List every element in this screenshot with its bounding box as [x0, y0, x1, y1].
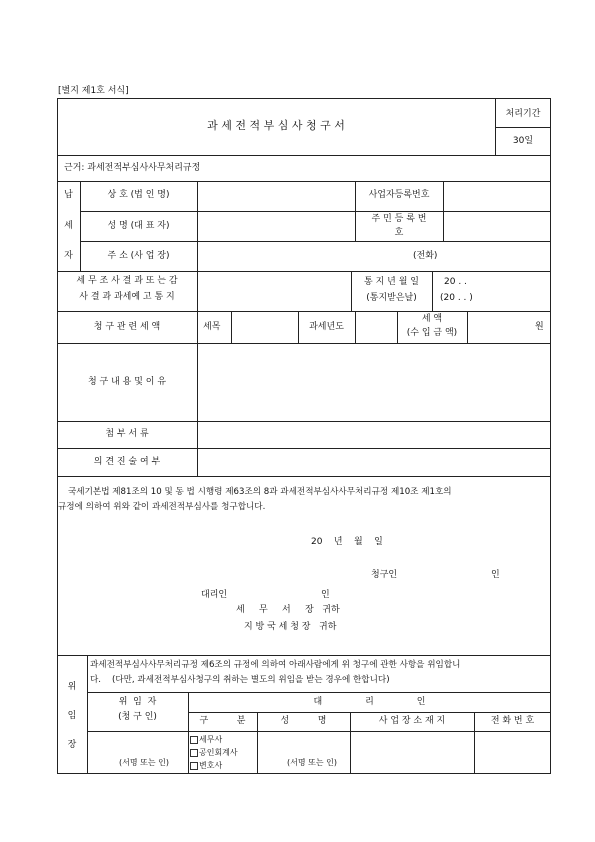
option-cpa[interactable]: 공인회계사: [190, 748, 238, 758]
delegation-side-label-3: 장: [67, 740, 77, 750]
claim-label: 청 구 내 용 및 이 유: [87, 377, 167, 387]
business-reg-field[interactable]: [444, 182, 550, 210]
agent-header: 대 리 인: [313, 697, 426, 707]
name-label: 성 명 (대 표 자): [107, 221, 170, 231]
col-type-header: 구 분: [199, 716, 246, 726]
tax-item-field[interactable]: [232, 312, 297, 342]
opinion-field[interactable]: [198, 449, 550, 475]
delegator-label-2: (청 구 인): [118, 712, 157, 722]
statement-line-1: 국세기본법 제81조의 10 및 동 법 시행령 제63조의 8과 과세전적부심사사무처리규정 제10조 제1호의: [68, 487, 452, 497]
business-name-label: 상 호 (법 인 명): [107, 190, 170, 200]
processing-period-value: 30일: [512, 136, 534, 146]
phone-label: (전화): [413, 251, 438, 261]
option-tax-accountant[interactable]: 세무사: [190, 735, 222, 745]
resident-no-field[interactable]: [444, 212, 550, 240]
taxpayer-side-label-1: 납: [64, 190, 73, 200]
notice-date-value-1[interactable]: 20 . .: [444, 277, 467, 287]
attach-label: 첨 부 서 류: [105, 429, 149, 439]
tax-item-label: 세목: [203, 322, 221, 332]
statement-line-2: 규정에 의하여 위와 같이 과세전적부심사를 청구합니다.: [58, 502, 266, 512]
recipient-regional-office: 지 방 국 세 청 장 귀하: [244, 622, 337, 632]
agent-sign-note[interactable]: (서명 또는 인): [287, 758, 337, 767]
taxpayer-side-label-2: 세: [64, 221, 73, 231]
date-line[interactable]: 20 년 월 일: [311, 537, 383, 547]
delegator-label-1: 위 임 자: [118, 697, 157, 707]
col-address-header: 사 업 장 소 재 지: [378, 716, 446, 726]
delegation-side-label-1: 위: [67, 682, 77, 692]
opinion-label: 의 견 진 술 여 부: [93, 457, 161, 467]
checkbox-icon[interactable]: [190, 749, 198, 757]
taxpayer-side-label-3: 자: [64, 251, 73, 261]
claim-field[interactable]: [198, 344, 550, 420]
business-name-field[interactable]: [198, 182, 354, 210]
tax-year-field[interactable]: [356, 312, 396, 342]
checkbox-icon[interactable]: [190, 762, 198, 770]
tax-unit: 원: [535, 322, 544, 332]
delegation-text-1: 과세전적부심사사무처리규정 제6조의 규정에 의하여 아래사람에게 위 청구에 관한 사항을 위임합니: [90, 660, 461, 670]
recipient-tax-office: 세 무 서 장 귀하: [236, 605, 340, 615]
agent-sign-seal[interactable]: 인: [321, 590, 330, 600]
attach-field[interactable]: [198, 422, 550, 447]
delegation-text-2: 다. (다만, 과세전적부심사청구의 취하는 별도의 위임을 받는 경우에 한합니다): [90, 675, 390, 685]
option-lawyer[interactable]: 변호사: [190, 761, 222, 771]
notice-date-label-2: (통지받은날): [366, 293, 417, 303]
agent-address-field[interactable]: [351, 732, 473, 773]
delegation-side-label-2: 임: [67, 711, 77, 721]
resident-no-label-2: 호: [394, 228, 404, 238]
notice-label-1: 세 무 조 사 결 과 또 는 감: [76, 276, 178, 286]
agent-phone-field[interactable]: [475, 732, 550, 773]
notice-label-2: 사 결 과 과세예 고 통 지: [79, 292, 175, 302]
tax-amount-label-1: 세 액: [421, 314, 443, 324]
business-reg-label: 사업자등록번호: [368, 190, 430, 200]
notice-date-value-2[interactable]: (20 . . ): [440, 293, 473, 303]
tax-label: 청 구 관 련 세 액: [93, 322, 161, 332]
col-name-header: 성 명: [280, 716, 327, 726]
basis-text: 근거: 과세전적부심사사무처리규정: [64, 163, 201, 173]
claimant-seal[interactable]: 인: [491, 570, 500, 580]
tax-amount-label-2: (수 입 금 액): [406, 328, 458, 338]
col-phone-header: 전 화 번 호: [490, 716, 535, 726]
notice-field[interactable]: [198, 272, 350, 310]
address-label: 주 소 (사 업 장): [107, 251, 170, 261]
notice-date-label-1: 통 지 년 월 일: [364, 277, 419, 287]
tax-year-label: 과세년도: [309, 322, 344, 332]
claimant-label: 청구인: [371, 570, 398, 580]
checkbox-icon[interactable]: [190, 736, 198, 744]
processing-period-label: 처리기간: [505, 109, 541, 119]
name-field[interactable]: [198, 212, 354, 240]
form-tag: [별지 제1호 서식]: [58, 86, 129, 96]
delegator-sign-note[interactable]: (서명 또는 인): [119, 758, 169, 767]
form-title: 과 세 전 적 부 심 사 청 구 서: [207, 119, 345, 132]
address-field[interactable]: [198, 242, 550, 270]
resident-no-label-1: 주 민 등 록 번: [371, 214, 427, 224]
agent-sign-label: 대리인: [201, 590, 228, 600]
